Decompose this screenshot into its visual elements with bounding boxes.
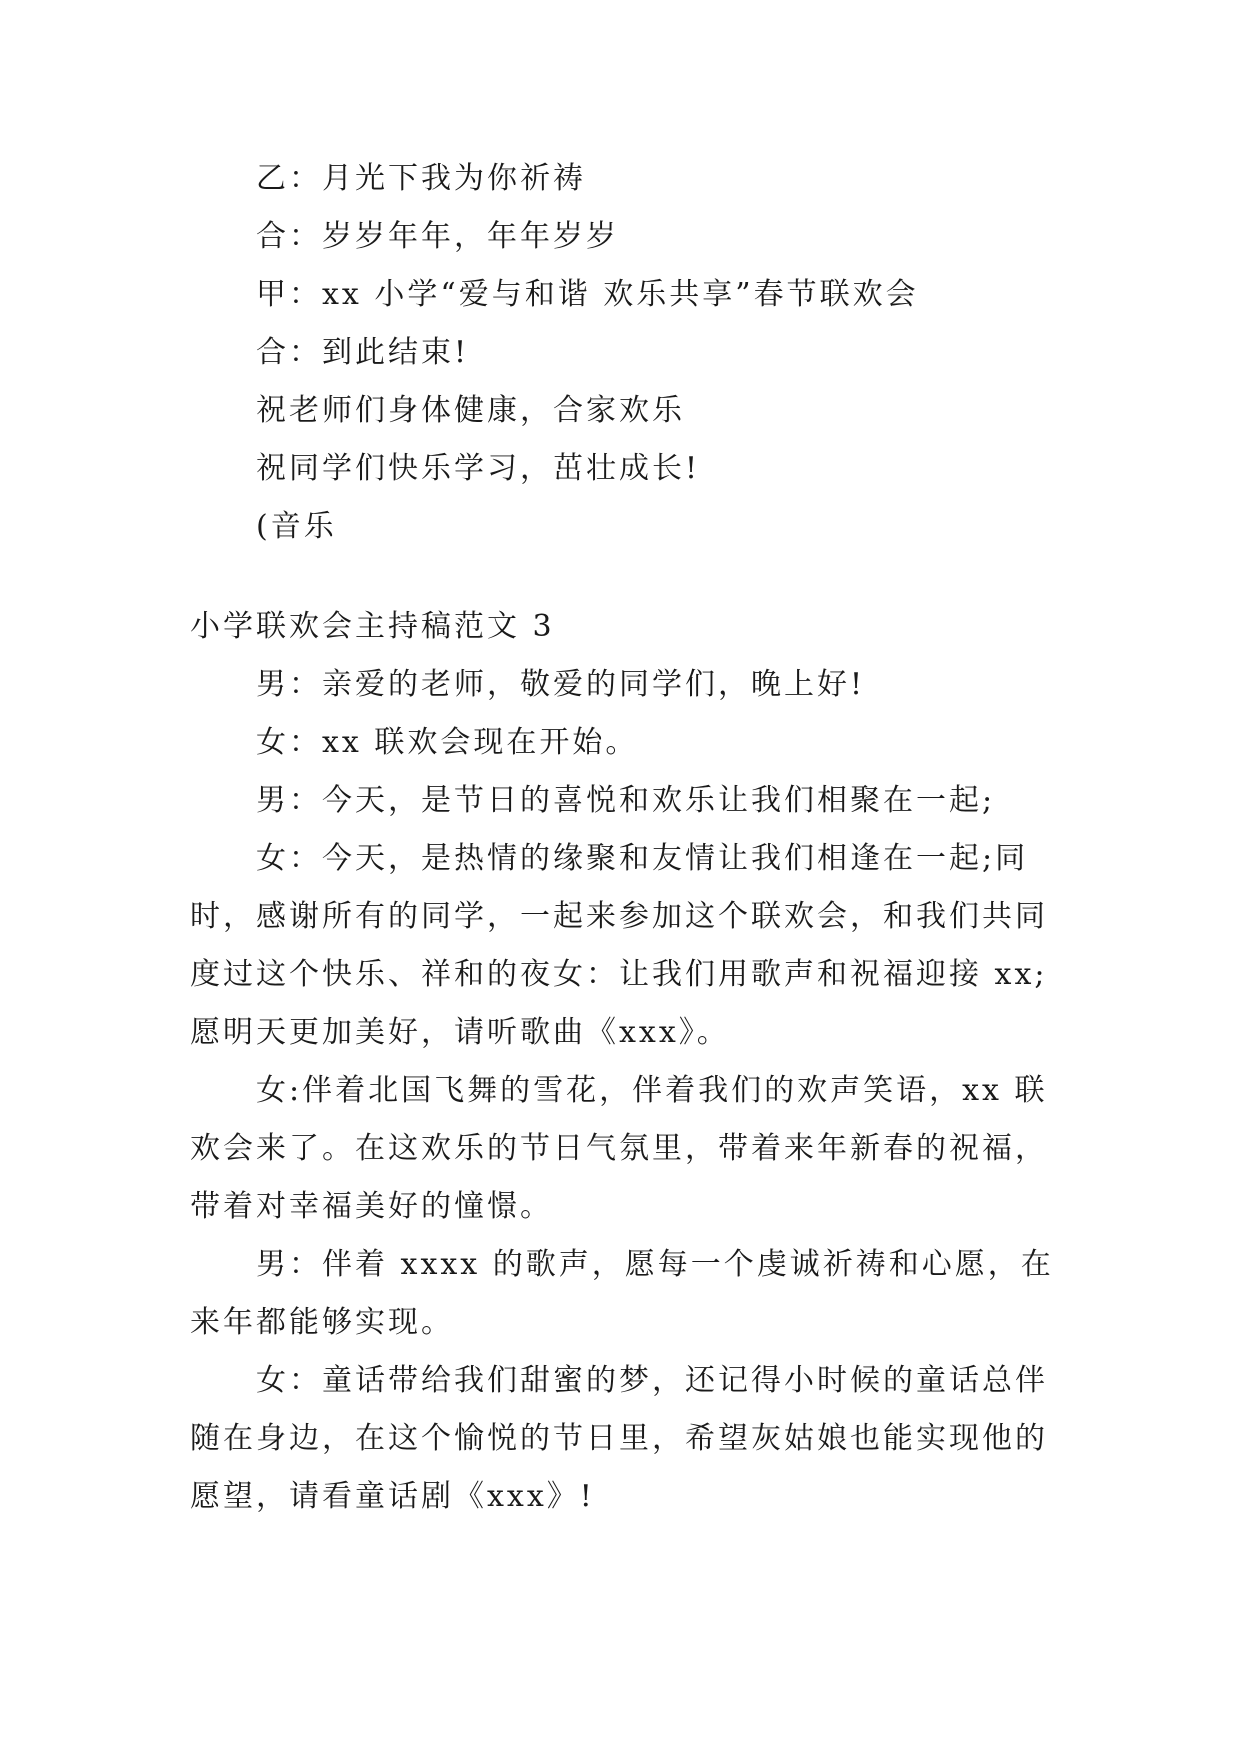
script-line: 祝老师们身体健康，合家欢乐 bbox=[256, 393, 685, 428]
section-heading: 小学联欢会主持稿范文 3 bbox=[190, 609, 555, 644]
script-line: (音乐 bbox=[256, 509, 337, 544]
paragraph-line: 愿明天更加美好，请听歌曲《xxx》。 bbox=[190, 1015, 730, 1050]
document-body bbox=[190, 150, 1054, 1526]
paragraph-line: 男：伴着 xxxx 的歌声，愿每一个虔诚祈祷和心愿，在 bbox=[256, 1247, 1054, 1282]
paragraph-line: 愿望，请看童话剧《xxx》! bbox=[190, 1479, 595, 1514]
script-line: 合：岁岁年年，年年岁岁 bbox=[256, 219, 619, 254]
script-line: 男：今天，是节日的喜悦和欢乐让我们相聚在一起; bbox=[256, 783, 996, 818]
paragraph-line: 度过这个快乐、祥和的夜女：让我们用歌声和祝福迎接 xx; bbox=[190, 957, 1048, 992]
paragraph-line: 随在身边，在这个愉悦的节日里，希望灰姑娘也能实现他的 bbox=[190, 1421, 1048, 1456]
paragraph-line: 时，感谢所有的同学，一起来参加这个联欢会，和我们共同 bbox=[190, 899, 1048, 934]
paragraph bbox=[190, 1062, 1050, 1236]
script-line: 女：xx 联欢会现在开始。 bbox=[256, 725, 639, 760]
script-line: 乙：月光下我为你祈祷 bbox=[256, 161, 586, 196]
script-line: 甲：xx 小学“爱与和谐 欢乐共享”春节联欢会 bbox=[256, 277, 919, 312]
script-line: 男：亲爱的老师，敬爱的同学们，晚上好! bbox=[256, 667, 866, 702]
section-gap bbox=[190, 556, 1050, 598]
paragraph-line: 欢会来了。在这欢乐的节日气氛里，带着来年新春的祝福， bbox=[190, 1131, 1048, 1166]
script-line: 祝同学们快乐学习，茁壮成长! bbox=[256, 451, 701, 486]
paragraph-line: 来年都能够实现。 bbox=[190, 1305, 454, 1340]
paragraph bbox=[190, 1352, 1050, 1526]
paragraph-line: 带着对幸福美好的憧憬。 bbox=[190, 1189, 553, 1224]
paragraph bbox=[190, 1236, 1054, 1352]
paragraph-line: 女:伴着北国飞舞的雪花，伴着我们的欢声笑语，xx 联 bbox=[256, 1073, 1048, 1108]
paragraph-line: 女：今天，是热情的缘聚和友情让我们相逢在一起;同 bbox=[256, 841, 1029, 876]
paragraph bbox=[190, 830, 1050, 1062]
script-line: 合：到此结束! bbox=[256, 335, 470, 370]
paragraph-line: 女：童话带给我们甜蜜的梦，还记得小时候的童话总伴 bbox=[256, 1363, 1048, 1398]
